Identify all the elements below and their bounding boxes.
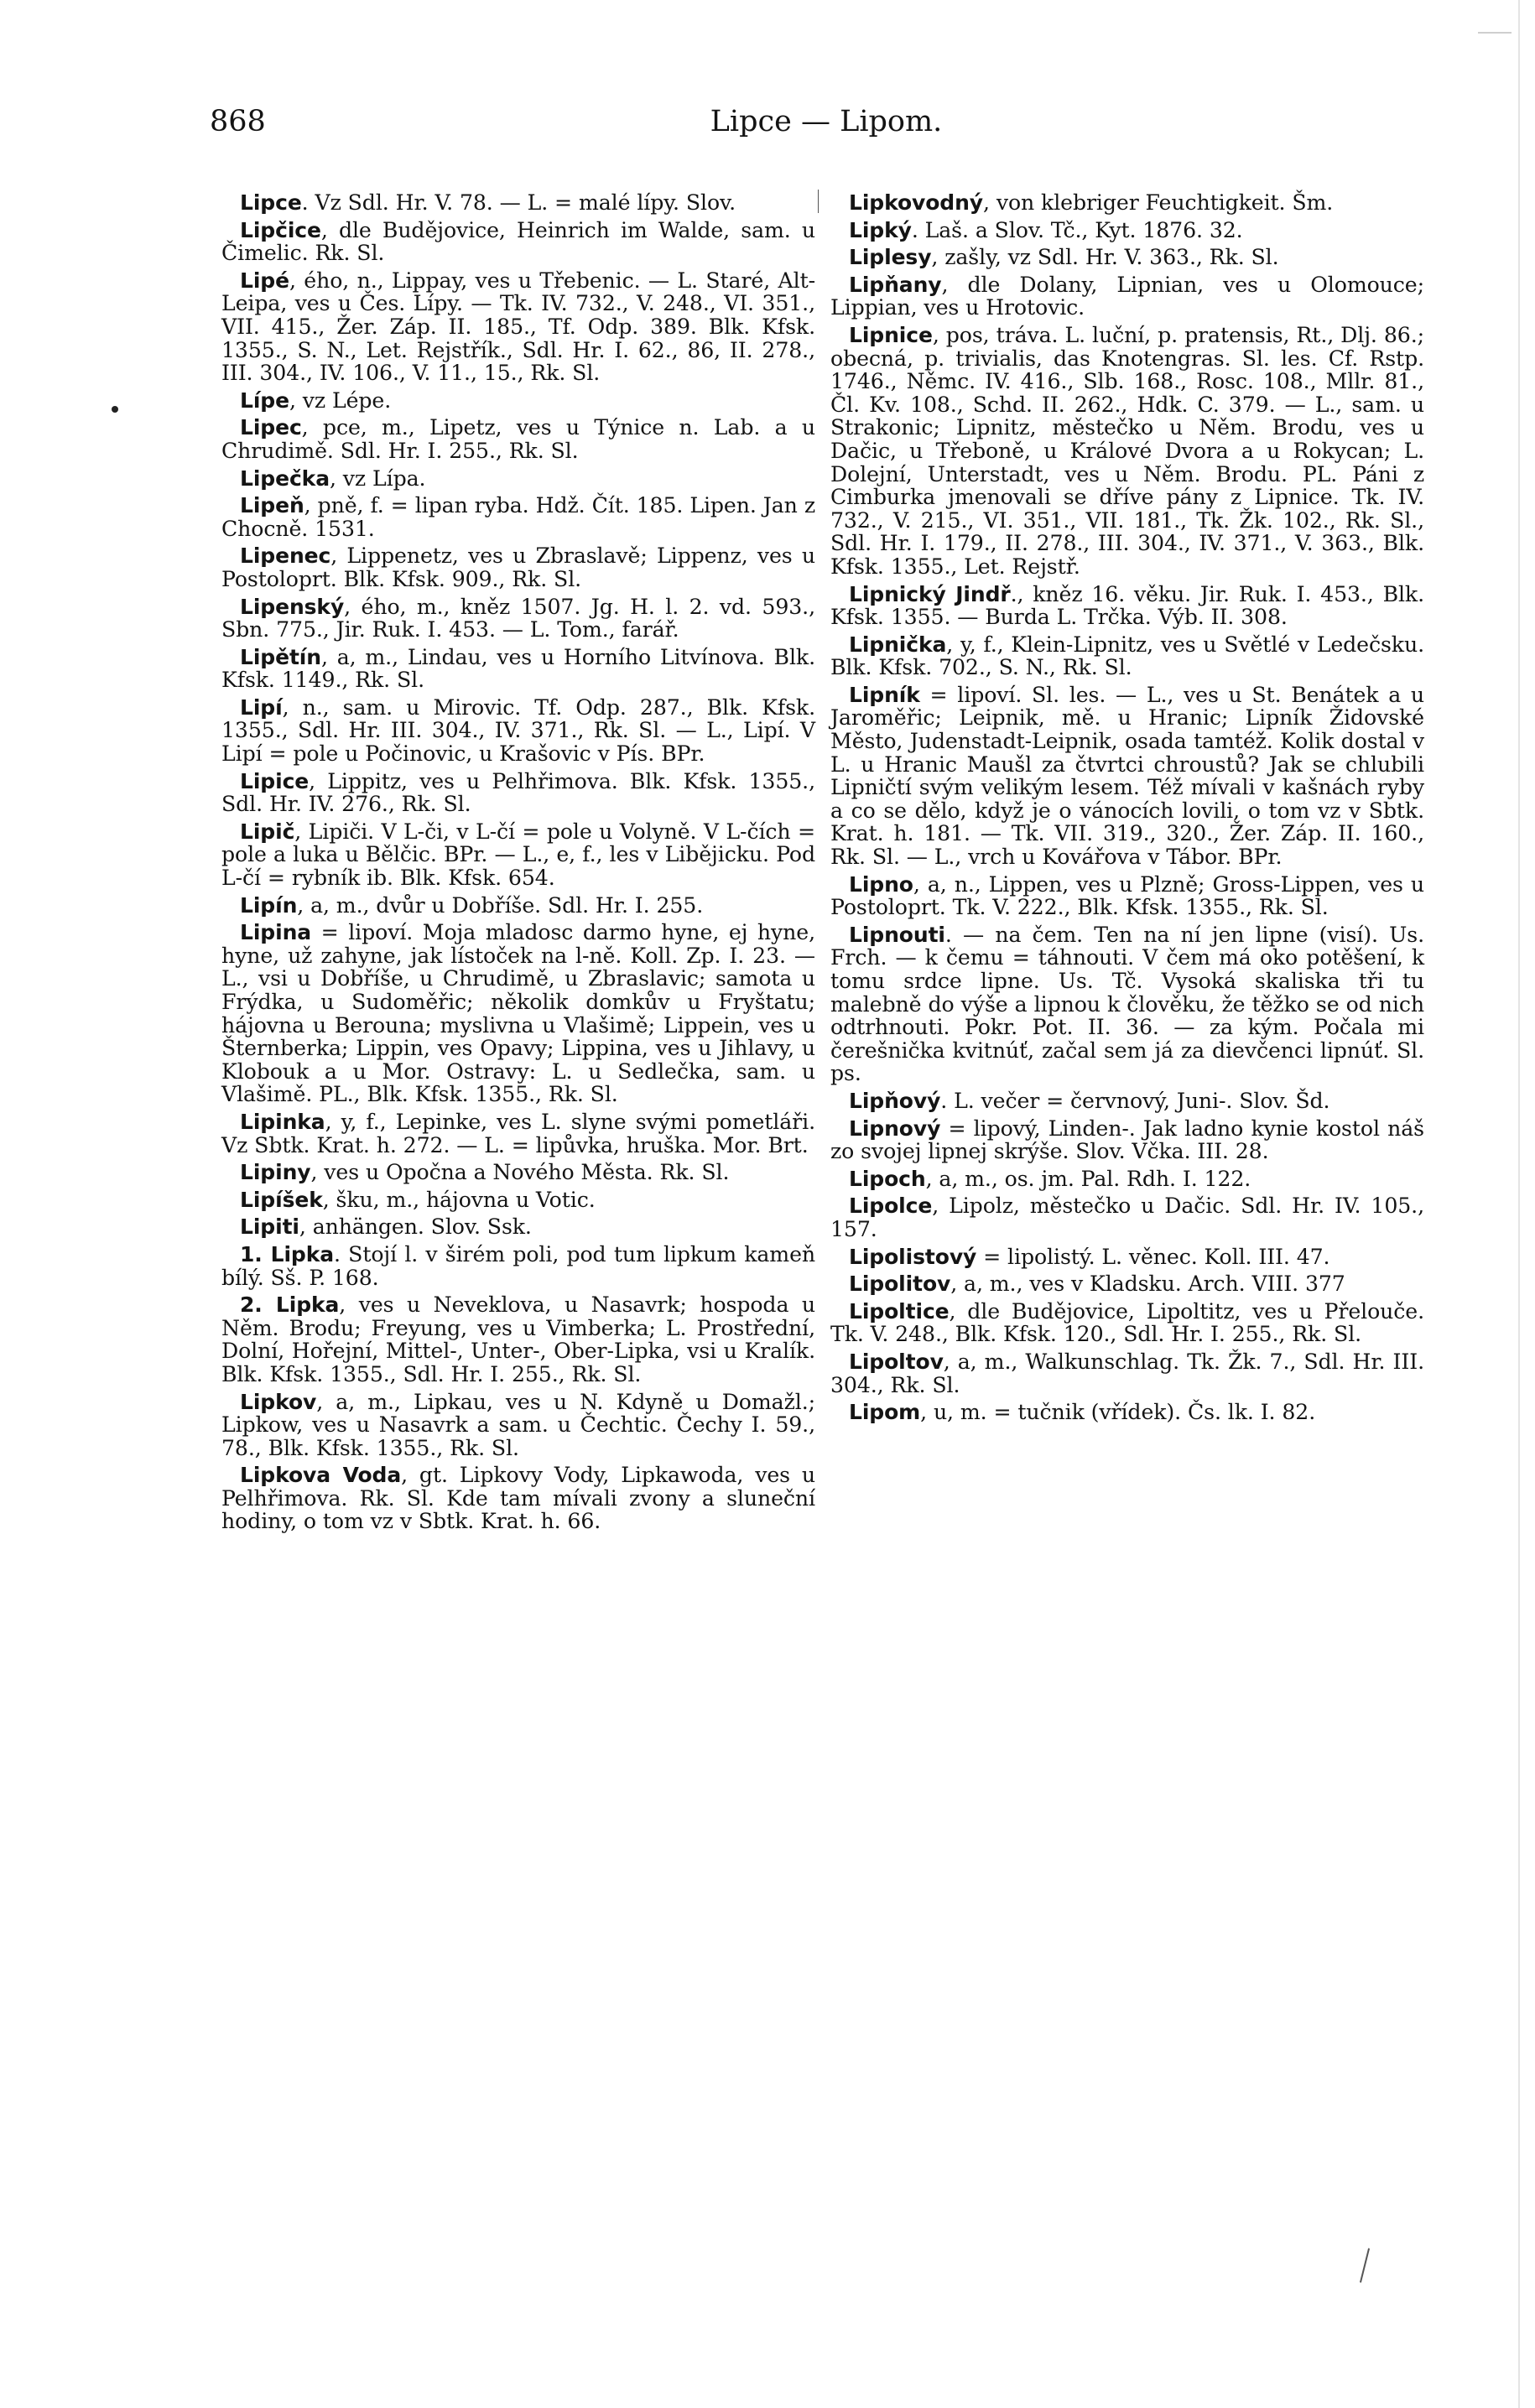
entry: Lipina = lipoví. Moja mladosc darmo hyne, ej hyne, hyne, už zahyne, jak lístoček na l-ně. Koll. Zp. I. 23. — L., vsi u Dobříše, u Chrudimě, u Zbraslavic; samota u Frýdka, u Sudoměřic; několik domkův u Fryštatu; hájovna u Berouna; myslivna u Vlašimě; Lippein, ves u Šternberka; Lippin, ves Opavy; Lippina, ves u Jihlavy, u Klobouk a u Mor. Ostravy: L. u Sedlečka, sam. u Vlašimě. PL., Blk. Kfsk. 1355., Rk. Sl. [221,920,815,1107]
entry: Lipnový = lipový, Linden-. Jak ladno kynie kostol náš zo svojej lipnej skrýše. Slov. Včka. III. 28. [830,1116,1424,1164]
headword: Lipíšek [240,1187,323,1212]
headword: Lipnice [849,322,933,347]
entry: Lipiny, ves u Opočna a Nového Města. Rk. Sl. [240,1160,730,1185]
entry: Lipolistový = lipolistý. L. věnec. Koll. III. 47. [849,1244,1330,1269]
entry: 2. Lipka, ves u Neveklova, u Nasavrk; hospoda u Něm. Brodu; Freyung, ves u Vimberka; L. Prostřední, Dolní, Hořejní, Mittel-, Unter-, Ober-Lipka, vsi u Kralík. Blk. Kfsk. 1355., Sdl. Hr. I. 255., Rk. Sl. [221,1292,815,1386]
headword: Lipčice [240,217,321,242]
headword: Lipnička [849,632,947,657]
page-edge-line [1518,0,1520,2408]
entry: Lipenský, ého, m., kněz 1507. Jg. H. l. 2. vd. 593., Sbn. 775., Jir. Ruk. I. 453. — L. Tom., farář. [221,594,815,642]
entry: Lipom, u, m. = tučnik (vřídek). Čs. lk. I. 82. [849,1400,1316,1425]
entry: Lipno, a, n., Lippen, ves u Plzně; Gross-Lippen, ves u Postoloprt. Tk. V. 222., Blk. Kfsk. 1355., Rk. Sl. [830,871,1424,920]
entry: Lipíšek, šku, m., hájovna u Votic. [240,1187,596,1212]
entry: Lipoltice, dle Budějovice, Lipoltitz, ves u Přelouče. Tk. V. 248., Blk. Kfsk. 120., Sdl. Hr. I. 255., Rk. Sl. [830,1298,1424,1347]
headword: Lipí [240,694,283,720]
entry: Lipín, a, m., dvůr u Dobříše. Sdl. Hr. I. 255. [240,892,704,918]
entry: 1. Lipka. Stojí l. v širém poli, pod tum lipkum kameň bílý. Sš. P. 168. [221,1241,816,1290]
right-column [830,191,1424,1428]
headword: Lipé [240,268,289,293]
entry: Lipiti, anhängen. Slov. Ssk. [240,1214,532,1240]
entry: Lipí, n., sam. u Mirovic. Tf. Odp. 287., Blk. Kfsk. 1355., Sdl. Hr. III. 304., IV. 371., Rk. Sl. — L., Lipí. V Lipí = pole u Počinovic, u Krašovic v Pís. BPr. [221,694,815,767]
headword: Lipoltice [849,1298,950,1324]
entry: Lipnický Jindř., kněz 16. věku. Jir. Ruk. I. 453., Blk. Kfsk. 1355. — Burda L. Trčka. Výb. II. 308. [830,581,1425,630]
running-title: Lipce — Lipom. [710,105,943,138]
entry: Lipce. Vz Sdl. Hr. V. 78. — L. = malé lípy. Slov. [240,190,736,215]
headword: Lipič [240,819,295,844]
headword: Lipnový [849,1116,941,1141]
headword: Lipice [240,768,310,793]
entry: Lipkova Voda, gt. Lipkovy Vody, Lipkawoda, ves u Pelhřimova. Rk. Sl. Kde tam mívali zvony a sluneční hodiny, o tom vz v Sbtk. Krat. h. 66. [221,1463,815,1534]
headword: Lipce [240,190,302,215]
headword: Lipom [849,1400,921,1425]
headword: Lipoltov [849,1349,944,1374]
entry: Lipkov, a, m., Lipkau, ves u N. Kdyně u Domažl.; Lipkow, ves u Nasavrk a sam. u Čechtic. Čechy I. 59., 78., Blk. Kfsk. 1355., Rk. Sl. [221,1389,815,1460]
entry: Lipnička, y, f., Klein-Lipnitz, ves u Světlé v Ledečsku. Blk. Kfsk. 702., S. N., Rk. Sl. [830,632,1424,680]
headword: Lipenec [240,543,331,569]
headword: Lipňový [849,1088,941,1113]
headword: Lipín [240,892,298,918]
entry: Lipolce, Lipolz, městečko u Dačic. Sdl. Hr. IV. 105., 157. [830,1194,1424,1241]
page-number: 868 [210,105,266,138]
entry: Lipký. Laš. a Slov. Tč., Kyt. 1876. 32. [849,217,1243,242]
left-column [221,191,815,1537]
headword: 1. Lipka [240,1241,335,1266]
headword: Lipnický Jindř [849,581,1011,606]
headword: Lipnouti [849,922,945,947]
column-tick-mark [818,190,819,213]
entry: Lipčice, dle Budějovice, Heinrich im Walde, sam. u Čimelic. Rk. Sl. [221,217,815,266]
entry: Lipňany, dle Dolany, Lipnian, ves u Olomouce; Lippian, ves u Hrotovic. [830,272,1424,320]
entry: Lipoltov, a, m., Walkunschlag. Tk. Žk. 7., Sdl. Hr. III. 304., Rk. Sl. [830,1349,1424,1397]
entry: Lipenec, Lippenetz, ves u Zbraslavě; Lippenz, ves u Postoloprt. Blk. Kfsk. 909., Rk. Sl. [221,543,815,591]
headword: Lipina [240,920,312,945]
headword: Lipkovodný [849,190,983,215]
entry: Lipňový. L. večer = červnový, Juni-. Slov. Šd. [849,1088,1330,1113]
entry: Lipeň, pně, f. = lipan ryba. Hdž. Čít. 185. Lipen. Jan z Chocně. 1531. [221,493,815,541]
headword: Lipolce [849,1194,933,1219]
headword: Lipník [849,682,920,707]
headword: Lipečka [240,465,330,491]
headword: Lipětín [240,644,321,669]
entry: Lipnice, pos, tráva. L. luční, p. pratensis, Rt., Dlj. 86.; obecná, p. trivialis, das Knotengras. Sl. les. Cf. Rstp. 1746., Němc. IV. 416., Slb. 168., Rosc. 108., Mllr. 81., Čl. Kv. 108., Schd. II. 262., Hdk. C. 379. — L., sam. u Strakonic; Lipnitz, městečko u Něm. Brodu, ves u Dačic, u Třeboně, u Králové Dvora a u Rokycan; L. Dolejní, Unterstadt, ves u Něm. Brodu. PL. Páni z Cimburka jmenovali se dříve pány z Lipnice. Tk. IV. 732., V. 215., VI. 351., VII. 181., Tk. Žk. 102., Rk. Sl., Sdl. Hr. I. 179., II. 278., III. 304., IV. 371., V. 363., Blk. Kfsk. 1355., Let. Rejstř. [830,322,1424,579]
entry: Lipič, Lipiči. V L-či, v L-čí = pole u Volyně. V L-čích = pole a luka u Bělčic. BPr. — L., e, f., les v Libějicku. Pod L-čí = rybník ib. Blk. Kfsk. 654. [221,819,815,891]
headword: Lipinka [240,1109,325,1134]
margin-dot [112,406,118,413]
headword: Liplesy [849,245,932,270]
headword: Lipolistový [849,1244,977,1269]
headword: Lípe [240,387,289,413]
headword: 2. Lipka [240,1292,340,1318]
headword: Lipiny [240,1160,311,1185]
headword: Lipno [849,871,913,897]
headword: Lipoch [849,1166,926,1191]
entry: Lipník = lipoví. Sl. les. — L., ves u St. Benátek a u Jaroměřic; Leipnik, mě. u Hranic; Lipník Židovské Město, Judenstadt-Leipnik, osada tamtéž. Kolik dostal v L. u Hranic Maušl za čtvrtci chroustů? Jak se chlubili Lipničtí svým velikým lesem. Též mívali v kašnách ryby a co se dělo, když je o vánocích lovili, o tom vz v Sbtk. Krat. h. 181. — Tk. VII. 319., 320., Žer. Záp. II. 160., Rk. Sl. — L., vrch u Kovářova v Tábor. BPr. [830,682,1424,870]
corner-mark [1478,32,1512,34]
headword: Lipký [849,217,912,242]
entry: Lipolitov, a, m., ves v Kladsku. Arch. VIII. 377 [849,1272,1345,1297]
entry: Lipětín, a, m., Lindau, ves u Horního Litvínova. Blk. Kfsk. 1149., Rk. Sl. [221,644,815,693]
entry: Lipnouti. — na čem. Ten na ní jen lipne (visí). Us. Frch. — k čemu = táhnouti. V čem má oko potěšení, k tomu srdce lipne. Us. Tč. Vysoká skaliska tři tu malebně do výše a lipnou k člověku, že těžko se od nich odtrhnouti. Pokr. Pot. II. 36. — za kým. Počala mi čerešnička kvitnúť, začal sem já za dievčenci lipnúť. Sl. ps. [830,922,1424,1086]
pen-scratch-mark [1360,2248,1370,2282]
entry: Lipice, Lippitz, ves u Pelhřimova. Blk. Kfsk. 1355., Sdl. Hr. IV. 276., Rk. Sl. [221,768,815,817]
headword: Lipkova Voda [240,1463,402,1488]
page-header [210,107,1443,149]
headword: Lipňany [849,272,942,297]
entry: Lipé, ého, n., Lippay, ves u Třebenic. — L. Staré, Alt-Leipa, ves u Čes. Lípy. — Tk. IV. 732., V. 248., VI. 351., VII. 415., Žer. Záp. II. 185., Tf. Odp. 389. Blk. Kfsk. 1355., S. N., Let. Rejstřík., Sdl. Hr. I. 62., 86, II. 278., III. 304., IV. 106., V. 11., 15., Rk. Sl. [221,268,815,386]
entry: Lípe, vz Lépe. [240,387,392,413]
entry: Lipec, pce, m., Lipetz, ves u Týnice n. Lab. a u Chrudimě. Sdl. Hr. I. 255., Rk. Sl. [221,415,815,463]
entry: Lipinka, y, f., Lepinke, ves L. slyne svými pometláři. Vz Sbtk. Krat. h. 272. — L. = lipůvka, hruška. Mor. Brt. [221,1109,815,1157]
entry: Liplesy, zašly, vz Sdl. Hr. V. 363., Rk. Sl. [849,245,1279,270]
headword: Lipkov [240,1389,317,1414]
entry: Lipečka, vz Lípa. [240,465,426,491]
headword: Lipiti [240,1214,299,1240]
entry: Lipoch, a, m., os. jm. Pal. Rdh. I. 122. [849,1166,1251,1191]
entry: Lipkovodný, von klebriger Feuchtigkeit. Šm. [849,190,1334,215]
headword: Lipeň [240,493,304,518]
headword: Lipolitov [849,1272,951,1297]
headword: Lipec [240,415,302,440]
headword: Lipenský [240,594,345,619]
